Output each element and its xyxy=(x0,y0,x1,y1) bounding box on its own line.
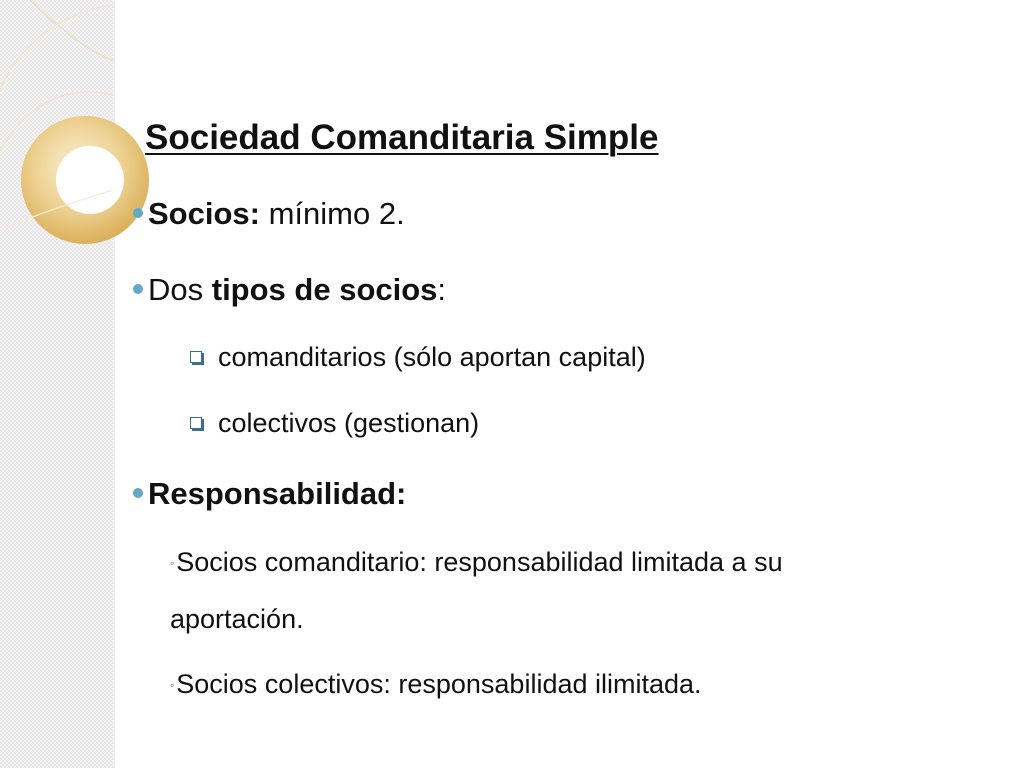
detail-comanditario xyxy=(170,534,870,647)
sub-item-colectivos xyxy=(190,408,479,439)
responsabilidad-label: Responsabilidad: xyxy=(148,476,407,511)
tipos-prefix: Dos xyxy=(148,272,212,307)
bullet-dot xyxy=(133,284,143,294)
detail-colectivos xyxy=(170,656,870,713)
checkbox-bullet-icon xyxy=(190,417,202,429)
bullet-dot xyxy=(133,208,143,218)
sub-item-label: colectivos (gestionan) xyxy=(218,408,480,438)
tipos-suffix: : xyxy=(437,272,447,307)
detail-text: Socios colectivos: responsabilidad ilimitada. xyxy=(176,669,702,699)
checkbox-bullet-icon xyxy=(190,351,202,363)
detail-text: Socios comanditario: responsabilidad limitada a su aportación. xyxy=(170,547,783,634)
bullet-tipos xyxy=(133,272,446,308)
socios-label: Socios: xyxy=(148,196,260,231)
ring-bullet-icon: ◦ xyxy=(170,678,175,692)
slide-title: Sociedad Comanditaria Simple xyxy=(145,118,659,157)
tipos-label: tipos de socios xyxy=(211,272,438,307)
sub-item-comanditarios xyxy=(190,342,646,373)
ring-bullet-icon: ◦ xyxy=(170,556,175,570)
bullet-responsabilidad xyxy=(133,476,406,512)
sub-item-label: comanditarios (sólo aportan capital) xyxy=(218,342,646,372)
bullet-dot xyxy=(133,488,143,498)
socios-value: mínimo 2. xyxy=(259,196,405,231)
bullet-socios xyxy=(133,196,405,232)
